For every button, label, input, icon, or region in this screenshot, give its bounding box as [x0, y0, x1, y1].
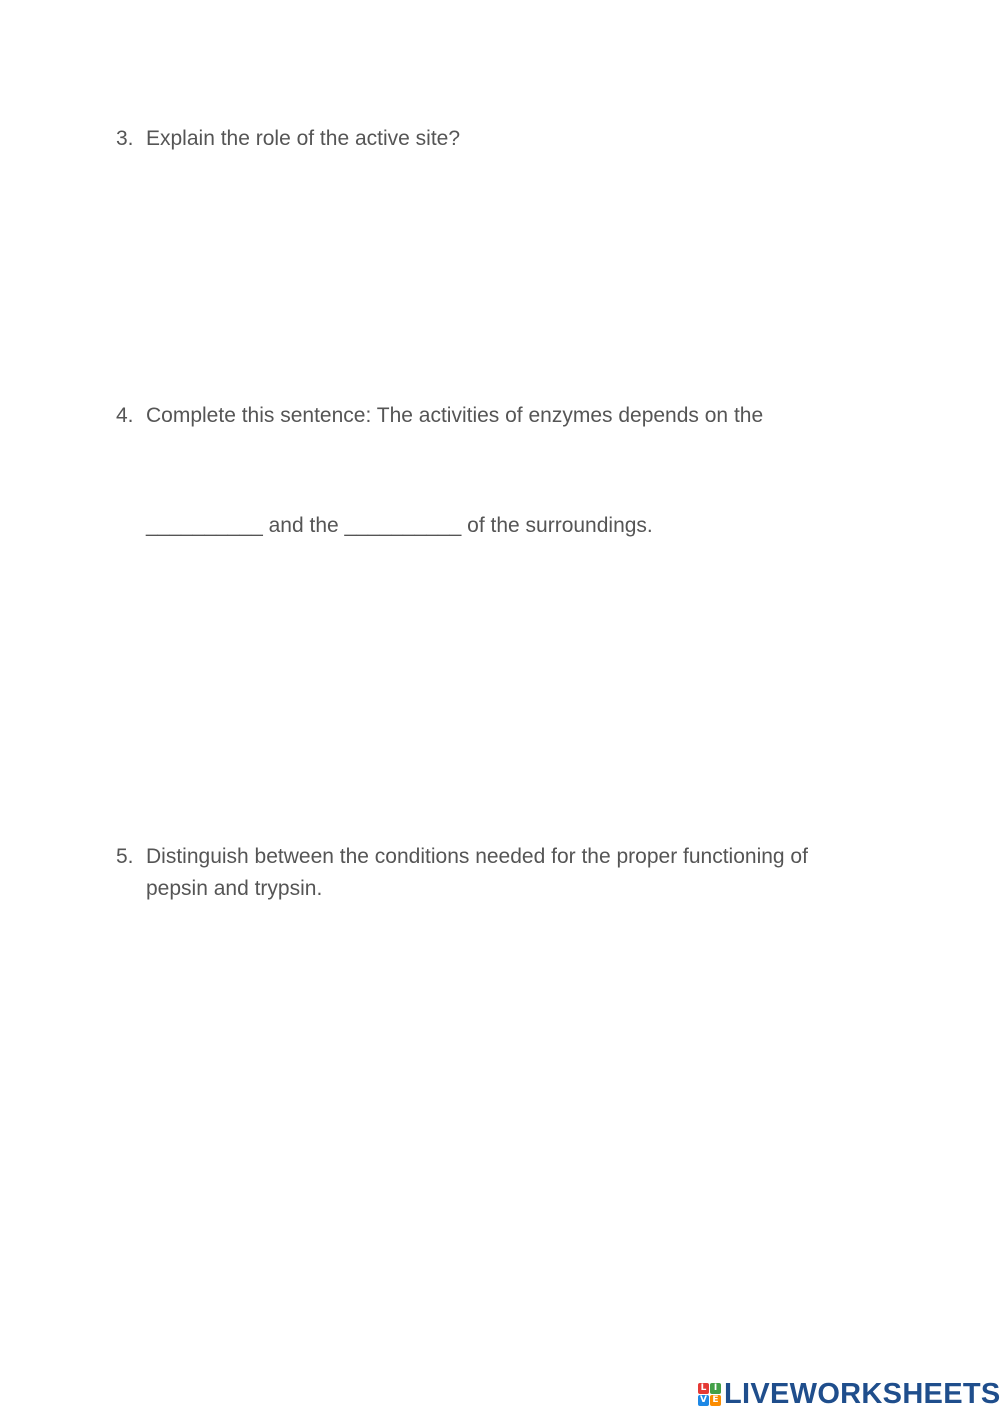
- logo-mark-letter: V: [698, 1395, 709, 1406]
- question-5: [116, 841, 876, 905]
- fill-in-sentence: __________ and the __________ of the surroundings.: [146, 514, 653, 537]
- question-number: 5.: [116, 845, 134, 868]
- question-text-line-1: Distinguish between the conditions needed for the proper functioning of: [146, 845, 808, 868]
- logo-mark-letter: L: [698, 1383, 709, 1394]
- logo-text: LIVEWORKSHEETS: [724, 1377, 1000, 1410]
- question-4-fill-in-blanks: [116, 510, 876, 542]
- logo-mark-letter: E: [710, 1395, 721, 1406]
- logo-mark-letter: I: [710, 1383, 721, 1394]
- question-number: 3.: [116, 127, 134, 150]
- question-text-line-2: pepsin and trypsin.: [146, 877, 323, 900]
- liveworksheets-mark-icon: [698, 1383, 721, 1406]
- liveworksheets-logo: [698, 1378, 1000, 1410]
- question-text: Explain the role of the active site?: [146, 127, 461, 150]
- question-3: [116, 123, 876, 155]
- question-4: [116, 400, 876, 432]
- question-text: Complete this sentence: The activities of enzymes depends on the: [146, 404, 764, 427]
- question-number: 4.: [116, 404, 134, 427]
